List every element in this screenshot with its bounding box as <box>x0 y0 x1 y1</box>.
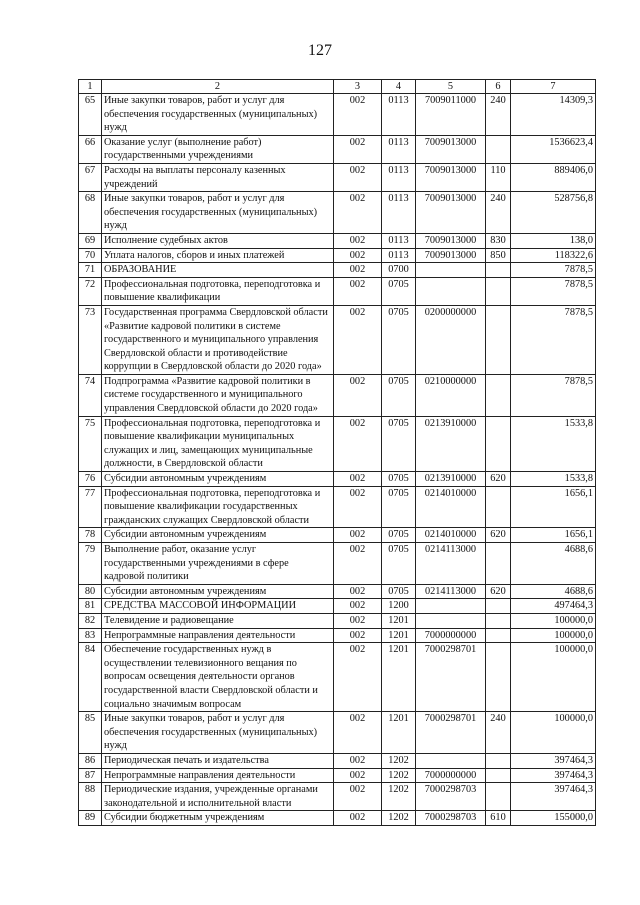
row-expense-type <box>486 543 511 585</box>
row-expense-type: 110 <box>486 163 511 191</box>
row-section-code: 1202 <box>382 753 416 768</box>
row-section-code: 1201 <box>382 628 416 643</box>
row-amount: 100000,0 <box>511 613 596 628</box>
row-target-code <box>416 753 486 768</box>
row-section-code: 0113 <box>382 233 416 248</box>
row-target-code: 7000000000 <box>416 628 486 643</box>
row-number: 82 <box>79 613 102 628</box>
row-target-code: 7000298703 <box>416 783 486 811</box>
row-admin-code: 002 <box>334 486 382 528</box>
row-admin-code: 002 <box>334 768 382 783</box>
row-admin-code: 002 <box>334 543 382 585</box>
row-admin-code: 002 <box>334 811 382 826</box>
row-amount: 1533,8 <box>511 472 596 487</box>
row-expense-type: 850 <box>486 248 511 263</box>
row-number: 74 <box>79 374 102 416</box>
table-row <box>79 374 596 416</box>
header-cell: 4 <box>382 80 416 94</box>
row-admin-code: 002 <box>334 472 382 487</box>
row-expense-type: 620 <box>486 528 511 543</box>
table-row <box>79 628 596 643</box>
row-target-code: 7009013000 <box>416 248 486 263</box>
table-row <box>79 643 596 712</box>
row-target-code: 7009011000 <box>416 94 486 136</box>
row-section-code: 0113 <box>382 94 416 136</box>
row-number: 80 <box>79 584 102 599</box>
row-number: 75 <box>79 416 102 471</box>
row-section-code: 0705 <box>382 486 416 528</box>
row-number: 87 <box>79 768 102 783</box>
row-name: Субсидии автономным учреждениям <box>102 472 334 487</box>
table-row <box>79 712 596 754</box>
row-amount: 138,0 <box>511 233 596 248</box>
row-expense-type: 240 <box>486 192 511 234</box>
table-row <box>79 811 596 826</box>
row-number: 66 <box>79 135 102 163</box>
row-section-code: 1201 <box>382 643 416 712</box>
row-amount: 7878,5 <box>511 277 596 305</box>
row-number: 70 <box>79 248 102 263</box>
header-cell: 5 <box>416 80 486 94</box>
row-amount: 100000,0 <box>511 628 596 643</box>
row-admin-code: 002 <box>334 305 382 374</box>
row-admin-code: 002 <box>334 613 382 628</box>
row-target-code: 0214010000 <box>416 528 486 543</box>
row-expense-type: 240 <box>486 712 511 754</box>
row-expense-type <box>486 305 511 374</box>
row-number: 65 <box>79 94 102 136</box>
row-section-code: 1202 <box>382 768 416 783</box>
row-expense-type: 610 <box>486 811 511 826</box>
table-row <box>79 248 596 263</box>
header-row <box>79 80 596 94</box>
row-target-code: 0210000000 <box>416 374 486 416</box>
row-target-code <box>416 277 486 305</box>
row-expense-type <box>486 783 511 811</box>
row-number: 77 <box>79 486 102 528</box>
row-amount: 1656,1 <box>511 528 596 543</box>
row-expense-type: 240 <box>486 94 511 136</box>
row-number: 88 <box>79 783 102 811</box>
row-name: Телевидение и радиовещание <box>102 613 334 628</box>
row-expense-type <box>486 135 511 163</box>
table-row <box>79 768 596 783</box>
row-section-code: 0113 <box>382 163 416 191</box>
row-name: Профессиональная подготовка, переподготовка и повышение квалификации государственных гражданских служащих Свердловской области <box>102 486 334 528</box>
row-admin-code: 002 <box>334 263 382 278</box>
table-row <box>79 163 596 191</box>
row-number: 67 <box>79 163 102 191</box>
row-number: 83 <box>79 628 102 643</box>
row-number: 84 <box>79 643 102 712</box>
table-row <box>79 135 596 163</box>
row-number: 79 <box>79 543 102 585</box>
table-row <box>79 584 596 599</box>
row-target-code <box>416 599 486 614</box>
row-admin-code: 002 <box>334 643 382 712</box>
row-section-code: 1201 <box>382 712 416 754</box>
row-section-code: 0113 <box>382 135 416 163</box>
row-name: Профессиональная подготовка, переподготовка и повышение квалификации <box>102 277 334 305</box>
row-amount: 4688,6 <box>511 543 596 585</box>
row-section-code: 1201 <box>382 613 416 628</box>
row-target-code: 0213910000 <box>416 416 486 471</box>
row-expense-type <box>486 263 511 278</box>
row-number: 76 <box>79 472 102 487</box>
row-name: Непрограммные направления деятельности <box>102 628 334 643</box>
row-admin-code: 002 <box>334 628 382 643</box>
header-cell: 2 <box>102 80 334 94</box>
row-admin-code: 002 <box>334 135 382 163</box>
row-number: 73 <box>79 305 102 374</box>
row-amount: 889406,0 <box>511 163 596 191</box>
table-row <box>79 263 596 278</box>
row-amount: 528756,8 <box>511 192 596 234</box>
table-row <box>79 305 596 374</box>
row-section-code: 0705 <box>382 528 416 543</box>
row-admin-code: 002 <box>334 192 382 234</box>
row-number: 69 <box>79 233 102 248</box>
row-name: Расходы на выплаты персоналу казенных учреждений <box>102 163 334 191</box>
header-cell: 7 <box>511 80 596 94</box>
table-row <box>79 486 596 528</box>
row-name: Выполнение работ, оказание услуг государственными учреждениями в сфере кадровой политики <box>102 543 334 585</box>
row-name: Субсидии бюджетным учреждениям <box>102 811 334 826</box>
row-target-code: 0214113000 <box>416 584 486 599</box>
row-admin-code: 002 <box>334 374 382 416</box>
row-amount: 1533,8 <box>511 416 596 471</box>
row-amount: 7878,5 <box>511 374 596 416</box>
row-target-code: 7009013000 <box>416 135 486 163</box>
table-row <box>79 543 596 585</box>
row-section-code: 1202 <box>382 811 416 826</box>
row-target-code: 0213910000 <box>416 472 486 487</box>
row-name: Периодическая печать и издательства <box>102 753 334 768</box>
row-amount: 7878,5 <box>511 263 596 278</box>
row-target-code <box>416 613 486 628</box>
header-cell: 6 <box>486 80 511 94</box>
header-cell: 1 <box>79 80 102 94</box>
row-expense-type <box>486 628 511 643</box>
row-expense-type <box>486 613 511 628</box>
row-amount: 155000,0 <box>511 811 596 826</box>
row-admin-code: 002 <box>334 163 382 191</box>
row-expense-type <box>486 599 511 614</box>
row-expense-type <box>486 277 511 305</box>
header-cell: 3 <box>334 80 382 94</box>
row-expense-type <box>486 486 511 528</box>
row-number: 85 <box>79 712 102 754</box>
row-expense-type: 830 <box>486 233 511 248</box>
row-amount: 1656,1 <box>511 486 596 528</box>
row-target-code: 0214010000 <box>416 486 486 528</box>
row-name: Периодические издания, учрежденные органами законодательной и исполнительной власти <box>102 783 334 811</box>
row-expense-type: 620 <box>486 584 511 599</box>
row-name: Оказание услуг (выполнение работ) государственными учреждениями <box>102 135 334 163</box>
row-target-code: 7000298701 <box>416 712 486 754</box>
row-section-code: 1202 <box>382 783 416 811</box>
row-target-code: 7009013000 <box>416 192 486 234</box>
row-section-code: 0705 <box>382 584 416 599</box>
row-number: 78 <box>79 528 102 543</box>
row-number: 81 <box>79 599 102 614</box>
row-amount: 497464,3 <box>511 599 596 614</box>
row-expense-type <box>486 643 511 712</box>
row-section-code: 0113 <box>382 192 416 234</box>
table-row <box>79 192 596 234</box>
row-name: Уплата налогов, сборов и иных платежей <box>102 248 334 263</box>
row-target-code <box>416 263 486 278</box>
row-admin-code: 002 <box>334 233 382 248</box>
row-number: 89 <box>79 811 102 826</box>
row-amount: 1536623,4 <box>511 135 596 163</box>
table-row <box>79 783 596 811</box>
row-name: Исполнение судебных актов <box>102 233 334 248</box>
budget-table <box>78 79 596 826</box>
table-row <box>79 613 596 628</box>
row-admin-code: 002 <box>334 248 382 263</box>
row-amount: 118322,6 <box>511 248 596 263</box>
row-section-code: 0705 <box>382 305 416 374</box>
table-row <box>79 753 596 768</box>
row-admin-code: 002 <box>334 277 382 305</box>
row-expense-type <box>486 416 511 471</box>
row-number: 71 <box>79 263 102 278</box>
row-number: 72 <box>79 277 102 305</box>
row-target-code: 7009013000 <box>416 233 486 248</box>
row-amount: 397464,3 <box>511 753 596 768</box>
row-expense-type <box>486 753 511 768</box>
table-row <box>79 233 596 248</box>
row-target-code: 7000298703 <box>416 811 486 826</box>
row-section-code: 0700 <box>382 263 416 278</box>
row-name: СРЕДСТВА МАССОВОЙ ИНФОРМАЦИИ <box>102 599 334 614</box>
row-admin-code: 002 <box>334 584 382 599</box>
row-name: Иные закупки товаров, работ и услуг для обеспечения государственных (муниципальных) нужд <box>102 712 334 754</box>
row-name: Непрограммные направления деятельности <box>102 768 334 783</box>
table-row <box>79 416 596 471</box>
row-expense-type <box>486 374 511 416</box>
row-admin-code: 002 <box>334 94 382 136</box>
row-name: Обеспечение государственных нужд в осуществлении телевизионного вещания по вопросам освещения деятельности органов государственной власти Свердловской области и социально значимым вопросам <box>102 643 334 712</box>
row-amount: 14309,3 <box>511 94 596 136</box>
row-section-code: 0705 <box>382 472 416 487</box>
row-target-code: 7009013000 <box>416 163 486 191</box>
row-name: Подпрограмма «Развитие кадровой политики в системе государственного и муниципального управления Свердловской области до 2020 года» <box>102 374 334 416</box>
row-amount: 397464,3 <box>511 783 596 811</box>
row-section-code: 0705 <box>382 416 416 471</box>
row-number: 86 <box>79 753 102 768</box>
row-admin-code: 002 <box>334 528 382 543</box>
row-target-code: 0214113000 <box>416 543 486 585</box>
table-row <box>79 472 596 487</box>
row-admin-code: 002 <box>334 599 382 614</box>
row-section-code: 0705 <box>382 543 416 585</box>
row-target-code: 7000298701 <box>416 643 486 712</box>
row-admin-code: 002 <box>334 712 382 754</box>
row-admin-code: 002 <box>334 753 382 768</box>
table-row <box>79 599 596 614</box>
page-number: 127 <box>308 42 332 59</box>
row-name: Субсидии автономным учреждениям <box>102 528 334 543</box>
row-section-code: 0705 <box>382 374 416 416</box>
row-amount: 100000,0 <box>511 712 596 754</box>
table-row <box>79 528 596 543</box>
row-amount: 4688,6 <box>511 584 596 599</box>
row-amount: 100000,0 <box>511 643 596 712</box>
row-name: Субсидии автономным учреждениям <box>102 584 334 599</box>
row-name: Иные закупки товаров, работ и услуг для обеспечения государственных (муниципальных) нужд <box>102 94 334 136</box>
table-body <box>79 94 596 826</box>
row-expense-type: 620 <box>486 472 511 487</box>
row-name: ОБРАЗОВАНИЕ <box>102 263 334 278</box>
row-target-code: 0200000000 <box>416 305 486 374</box>
row-admin-code: 002 <box>334 783 382 811</box>
row-expense-type <box>486 768 511 783</box>
row-section-code: 1200 <box>382 599 416 614</box>
table-row <box>79 277 596 305</box>
row-target-code: 7000000000 <box>416 768 486 783</box>
row-name: Иные закупки товаров, работ и услуг для обеспечения государственных (муниципальных) нужд <box>102 192 334 234</box>
row-name: Профессиональная подготовка, переподготовка и повышение квалификации муниципальных служащих и лиц, замещающих муниципальные должности, в Свердловской области <box>102 416 334 471</box>
row-amount: 7878,5 <box>511 305 596 374</box>
row-section-code: 0705 <box>382 277 416 305</box>
row-section-code: 0113 <box>382 248 416 263</box>
row-name: Государственная программа Свердловской области «Развитие кадровой политики в системе государственного и муниципального управления Свердловской области и противодействие коррупции в Свердловской области до 2020 года» <box>102 305 334 374</box>
row-admin-code: 002 <box>334 416 382 471</box>
table-row <box>79 94 596 136</box>
row-number: 68 <box>79 192 102 234</box>
row-amount: 397464,3 <box>511 768 596 783</box>
